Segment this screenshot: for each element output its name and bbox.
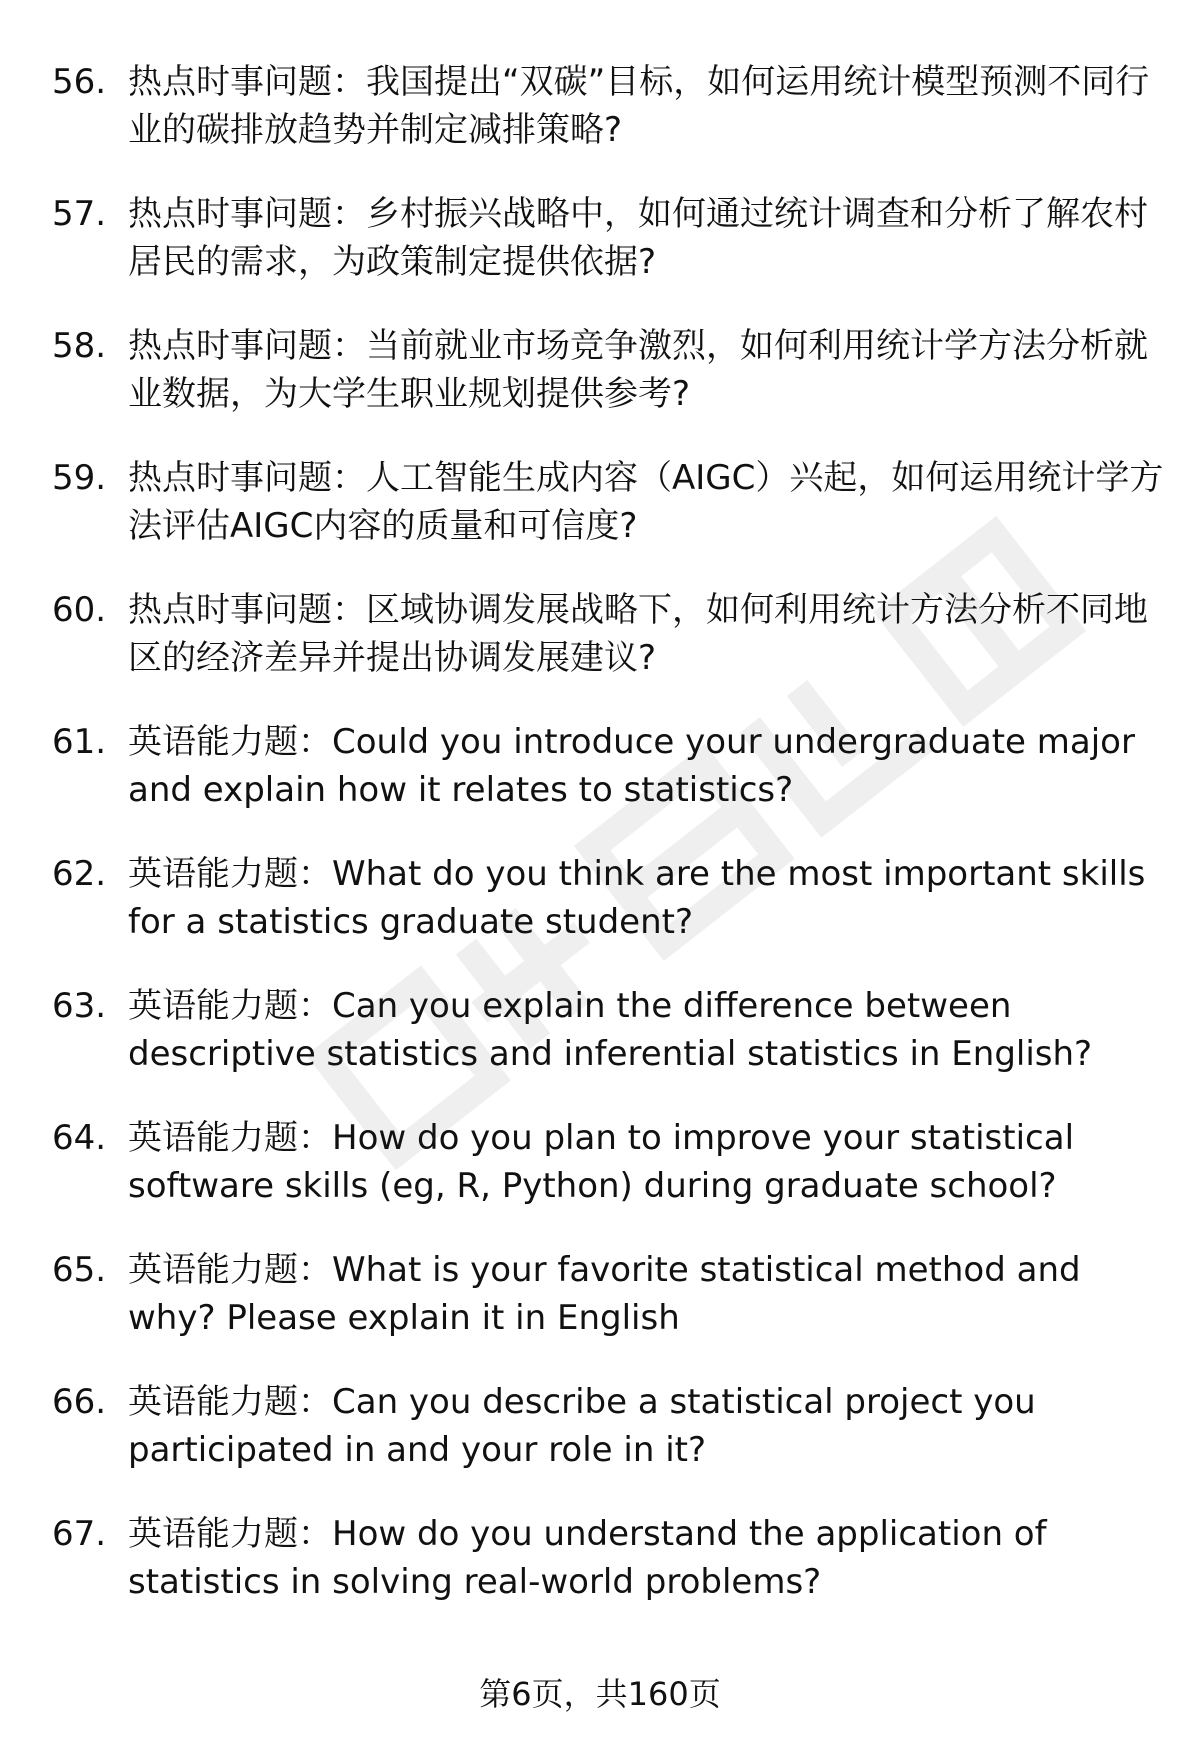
question-number: 65.	[52, 1250, 107, 1290]
question-number: 66.	[52, 1382, 107, 1422]
list-item	[0, 1378, 1200, 1510]
list-item	[0, 1114, 1200, 1246]
question-number: 58.	[52, 326, 107, 366]
question-number: 59.	[52, 458, 107, 498]
question-number: 61.	[52, 722, 107, 762]
question-number: 64.	[52, 1118, 107, 1158]
question-text: 热点时事问题：区域协调发展战略下，如何利用统计方法分析不同地区的经济差异并提出协调发展建议?	[128, 590, 1148, 678]
question-number: 60.	[52, 590, 107, 630]
page-number-footer: 第6页，共160页	[479, 1675, 721, 1713]
question-text: 英语能力题：How do you understand the application of statistics in solving real-world problems?	[128, 1514, 1047, 1602]
question-text: 热点时事问题：我国提出“双碳”目标，如何运用统计模型预测不同行业的碳排放趋势并制定减排策略?	[128, 62, 1150, 150]
question-number: 62.	[52, 854, 107, 894]
list-item	[0, 1246, 1200, 1378]
list-item	[0, 1510, 1200, 1642]
list-item	[0, 322, 1200, 454]
question-text: 热点时事问题：乡村振兴战略中，如何通过统计调查和分析了解农村居民的需求，为政策制定提供依据?	[128, 194, 1148, 282]
question-number: 57.	[52, 194, 107, 234]
question-list	[0, 58, 1200, 1642]
list-item	[0, 58, 1200, 190]
question-text: 英语能力题：Can you explain the difference between descriptive statistics and inferential statistics in English?	[128, 986, 1093, 1074]
question-text: 热点时事问题：人工智能生成内容（AIGC）兴起，如何运用统计学方法评估AIGC内容的质量和可信度?	[128, 458, 1164, 546]
question-text: 英语能力题：How do you plan to improve your statistical software skills (eg, R, Python) during graduate school?	[128, 1118, 1075, 1206]
list-item	[0, 850, 1200, 982]
list-item	[0, 454, 1200, 586]
list-item	[0, 718, 1200, 850]
list-item	[0, 982, 1200, 1114]
question-text: 英语能力题：What do you think are the most important skills for a statistics graduate student?	[128, 854, 1146, 942]
question-number: 56.	[52, 62, 107, 102]
question-text: 英语能力题：What is your favorite statistical method and why? Please explain it in English	[128, 1250, 1081, 1338]
question-text: 热点时事问题：当前就业市场竞争激烈，如何利用统计学方法分析就业数据，为大学生职业规划提供参考?	[128, 326, 1148, 414]
list-item	[0, 190, 1200, 322]
question-number: 67.	[52, 1514, 107, 1554]
question-text: 英语能力题：Can you describe a statistical project you participated in and your role in it?	[128, 1382, 1036, 1470]
list-item	[0, 586, 1200, 718]
question-number: 63.	[52, 986, 107, 1026]
question-text: 英语能力题：Could you introduce your undergraduate major and explain how it relates to statistics?	[128, 722, 1135, 810]
